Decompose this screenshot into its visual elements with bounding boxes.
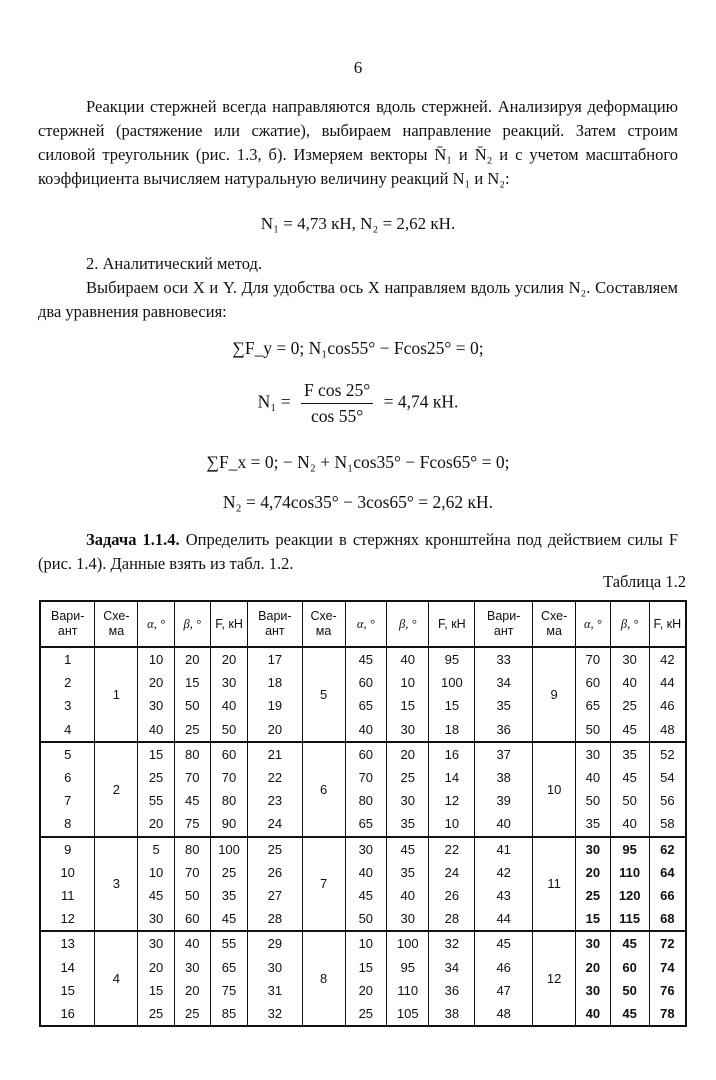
beta-cell: 115 xyxy=(610,907,649,931)
beta-cell: 40 xyxy=(610,812,649,836)
alpha-cell: 65 xyxy=(576,694,611,717)
force-cell: 42 xyxy=(649,647,686,671)
variant-cell: 16 xyxy=(40,1002,95,1026)
scheme-cell: 12 xyxy=(533,931,576,1026)
table-header-row xyxy=(40,601,686,647)
scheme-cell: 1 xyxy=(95,647,138,742)
table-row xyxy=(40,647,686,671)
variant-cell: 35 xyxy=(475,694,533,717)
scheme-cell: 2 xyxy=(95,742,138,837)
variant-cell: 18 xyxy=(248,671,302,694)
header-variant: Вари-ант xyxy=(248,601,302,647)
alpha-cell: 30 xyxy=(138,907,174,931)
beta-cell: 50 xyxy=(174,694,210,717)
variant-cell: 21 xyxy=(248,742,302,766)
paragraph-graphical-method: Реакции стержней всегда направляются вдоль стержней. Анализируя деформацию стержней (растяжение или сжатие), выбираем направление реакций. Затем строим силовой треугольник (рис. 1.3, б). Измеряем векторы N̄₁ и N̄₂ и с учетом масштабного коэффициента вычисляем натуральную величину реакций N₁ и N₂: xyxy=(38,97,678,188)
force-cell: 56 xyxy=(649,789,686,812)
force-cell: 22 xyxy=(429,837,475,861)
alpha-cell: 10 xyxy=(138,861,174,884)
table-row xyxy=(40,742,686,766)
variant-cell: 48 xyxy=(475,1002,533,1026)
table-row xyxy=(40,837,686,861)
alpha-cell: 25 xyxy=(345,1002,386,1026)
beta-cell: 25 xyxy=(174,718,210,742)
beta-cell: 30 xyxy=(387,907,429,931)
beta-cell: 45 xyxy=(174,789,210,812)
header-alpha: α, ° xyxy=(576,601,611,647)
force-cell: 44 xyxy=(649,671,686,694)
beta-cell: 95 xyxy=(610,837,649,861)
beta-cell: 25 xyxy=(174,1002,210,1026)
variant-cell: 10 xyxy=(40,861,95,884)
header-force: F, кН xyxy=(210,601,247,647)
beta-cell: 40 xyxy=(387,647,429,671)
header-alpha: α, ° xyxy=(138,601,174,647)
force-cell: 12 xyxy=(429,789,475,812)
variant-cell: 37 xyxy=(475,742,533,766)
equation-n1 xyxy=(0,380,716,427)
alpha-cell: 20 xyxy=(138,671,174,694)
header-scheme: Схе-ма xyxy=(533,601,576,647)
method-heading: 2. Аналитический метод. xyxy=(86,254,263,273)
variant-cell: 17 xyxy=(248,647,302,671)
force-cell: 34 xyxy=(429,955,475,978)
alpha-cell: 10 xyxy=(138,647,174,671)
variant-cell: 25 xyxy=(248,837,302,861)
variant-cell: 4 xyxy=(40,718,95,742)
force-cell: 26 xyxy=(429,884,475,907)
scheme-cell: 3 xyxy=(95,837,138,932)
alpha-cell: 40 xyxy=(345,861,386,884)
variant-cell: 28 xyxy=(248,907,302,931)
variant-cell: 6 xyxy=(40,766,95,789)
variant-cell: 1 xyxy=(40,647,95,671)
table-row xyxy=(40,931,686,955)
force-cell: 80 xyxy=(210,789,247,812)
force-cell: 95 xyxy=(429,647,475,671)
beta-cell: 60 xyxy=(610,955,649,978)
force-cell: 10 xyxy=(429,812,475,836)
force-cell: 28 xyxy=(429,907,475,931)
beta-cell: 30 xyxy=(387,718,429,742)
alpha-cell: 20 xyxy=(138,955,174,978)
variant-cell: 36 xyxy=(475,718,533,742)
variant-cell: 32 xyxy=(248,1002,302,1026)
alpha-cell: 15 xyxy=(345,955,386,978)
variant-cell: 40 xyxy=(475,812,533,836)
scheme-cell: 5 xyxy=(302,647,345,742)
page-number: 6 xyxy=(353,58,363,77)
beta-cell: 15 xyxy=(387,694,429,717)
variant-cell: 31 xyxy=(248,979,302,1002)
alpha-cell: 40 xyxy=(576,1002,611,1026)
table-body xyxy=(40,647,686,1026)
beta-cell: 105 xyxy=(387,1002,429,1026)
variant-cell: 22 xyxy=(248,766,302,789)
scheme-cell: 10 xyxy=(533,742,576,837)
beta-cell: 80 xyxy=(174,742,210,766)
force-cell: 50 xyxy=(210,718,247,742)
variant-cell: 5 xyxy=(40,742,95,766)
header-alpha: α, ° xyxy=(345,601,386,647)
variant-cell: 3 xyxy=(40,694,95,717)
result-equation: N₁ = 4,73 кН, N₂ = 2,62 кН. xyxy=(260,214,456,233)
header-scheme: Схе-ма xyxy=(95,601,138,647)
alpha-cell: 50 xyxy=(345,907,386,931)
header-beta: β, ° xyxy=(387,601,429,647)
force-cell: 70 xyxy=(210,766,247,789)
beta-cell: 30 xyxy=(174,955,210,978)
alpha-cell: 65 xyxy=(345,812,386,836)
variant-cell: 15 xyxy=(40,979,95,1002)
force-cell: 74 xyxy=(649,955,686,978)
alpha-cell: 40 xyxy=(576,766,611,789)
beta-cell: 110 xyxy=(610,861,649,884)
beta-cell: 80 xyxy=(174,837,210,861)
alpha-cell: 15 xyxy=(576,907,611,931)
force-cell: 90 xyxy=(210,812,247,836)
beta-cell: 25 xyxy=(387,766,429,789)
beta-cell: 15 xyxy=(174,671,210,694)
force-cell: 85 xyxy=(210,1002,247,1026)
force-cell: 35 xyxy=(210,884,247,907)
force-cell: 18 xyxy=(429,718,475,742)
force-cell: 100 xyxy=(210,837,247,861)
beta-cell: 45 xyxy=(610,1002,649,1026)
force-cell: 32 xyxy=(429,931,475,955)
variant-cell: 30 xyxy=(248,955,302,978)
paragraph-analytical-method: Выбираем оси X и Y. Для удобства ось X направляем вдоль усилия N₂. Составляем два уравнения равновесия: xyxy=(38,278,678,321)
alpha-cell: 40 xyxy=(345,718,386,742)
variant-cell: 26 xyxy=(248,861,302,884)
alpha-cell: 60 xyxy=(345,671,386,694)
force-cell: 64 xyxy=(649,861,686,884)
alpha-cell: 10 xyxy=(345,931,386,955)
equation-n1-fraction xyxy=(301,380,373,427)
force-cell: 72 xyxy=(649,931,686,955)
alpha-cell: 80 xyxy=(345,789,386,812)
scheme-cell: 6 xyxy=(302,742,345,837)
beta-cell: 40 xyxy=(610,671,649,694)
alpha-cell: 30 xyxy=(138,694,174,717)
equation-sum-fy: ∑F_y = 0; N₁cos55° − Fcos25° = 0; xyxy=(232,338,484,358)
force-cell: 55 xyxy=(210,931,247,955)
task-statement xyxy=(38,528,678,576)
variant-cell: 44 xyxy=(475,907,533,931)
beta-cell: 60 xyxy=(174,907,210,931)
variant-cell: 23 xyxy=(248,789,302,812)
header-variant: Вари-ант xyxy=(40,601,95,647)
alpha-cell: 55 xyxy=(138,789,174,812)
beta-cell: 40 xyxy=(387,884,429,907)
beta-cell: 20 xyxy=(387,742,429,766)
force-cell: 46 xyxy=(649,694,686,717)
beta-cell: 110 xyxy=(387,979,429,1002)
alpha-cell: 20 xyxy=(138,812,174,836)
alpha-cell: 60 xyxy=(576,671,611,694)
beta-cell: 70 xyxy=(174,861,210,884)
scheme-cell: 4 xyxy=(95,931,138,1026)
variant-cell: 7 xyxy=(40,789,95,812)
fraction-numerator: F cos 25° xyxy=(301,380,373,404)
variant-cell: 24 xyxy=(248,812,302,836)
alpha-cell: 5 xyxy=(138,837,174,861)
beta-cell: 45 xyxy=(610,766,649,789)
alpha-cell: 50 xyxy=(576,718,611,742)
variant-cell: 33 xyxy=(475,647,533,671)
table-caption: Таблица 1.2 xyxy=(603,572,686,591)
alpha-cell: 70 xyxy=(576,647,611,671)
alpha-cell: 15 xyxy=(138,742,174,766)
alpha-cell: 25 xyxy=(576,884,611,907)
alpha-cell: 70 xyxy=(345,766,386,789)
alpha-cell: 20 xyxy=(576,861,611,884)
force-cell: 75 xyxy=(210,979,247,1002)
beta-cell: 45 xyxy=(610,931,649,955)
beta-cell: 95 xyxy=(387,955,429,978)
scheme-cell: 9 xyxy=(533,647,576,742)
force-cell: 78 xyxy=(649,1002,686,1026)
scheme-cell: 7 xyxy=(302,837,345,932)
equation-sum-fx: ∑F_x = 0; − N₂ + N₁cos35° − Fcos65° = 0; xyxy=(206,452,510,472)
beta-cell: 30 xyxy=(387,789,429,812)
force-cell: 52 xyxy=(649,742,686,766)
variant-cell: 12 xyxy=(40,907,95,931)
force-cell: 62 xyxy=(649,837,686,861)
variant-cell: 9 xyxy=(40,837,95,861)
force-cell: 68 xyxy=(649,907,686,931)
header-force: F, кН xyxy=(429,601,475,647)
header-force: F, кН xyxy=(649,601,686,647)
task-text: Определить реакции в стержнях кронштейна под действием силы F (рис. 1.4). Данные взять из табл. 1.2. xyxy=(38,530,678,573)
variant-cell: 43 xyxy=(475,884,533,907)
scheme-cell: 11 xyxy=(533,837,576,932)
alpha-cell: 35 xyxy=(576,812,611,836)
alpha-cell: 20 xyxy=(345,979,386,1002)
data-table xyxy=(39,600,687,1027)
alpha-cell: 65 xyxy=(345,694,386,717)
force-cell: 15 xyxy=(429,694,475,717)
equation-n2: N₂ = 4,74cos35° − 3cos65° = 2,62 кН. xyxy=(222,492,494,512)
variant-cell: 39 xyxy=(475,789,533,812)
force-cell: 66 xyxy=(649,884,686,907)
variant-cell: 41 xyxy=(475,837,533,861)
beta-cell: 75 xyxy=(174,812,210,836)
variant-cell: 11 xyxy=(40,884,95,907)
variant-cell: 42 xyxy=(475,861,533,884)
alpha-cell: 30 xyxy=(576,979,611,1002)
alpha-cell: 30 xyxy=(345,837,386,861)
force-cell: 76 xyxy=(649,979,686,1002)
force-cell: 30 xyxy=(210,671,247,694)
variant-cell: 8 xyxy=(40,812,95,836)
fraction-denominator: cos 55° xyxy=(311,406,364,426)
force-cell: 24 xyxy=(429,861,475,884)
variant-cell: 29 xyxy=(248,931,302,955)
force-cell: 14 xyxy=(429,766,475,789)
alpha-cell: 45 xyxy=(345,647,386,671)
beta-cell: 20 xyxy=(174,979,210,1002)
beta-cell: 50 xyxy=(174,884,210,907)
force-cell: 20 xyxy=(210,647,247,671)
force-cell: 45 xyxy=(210,907,247,931)
beta-cell: 30 xyxy=(610,647,649,671)
beta-cell: 45 xyxy=(387,837,429,861)
force-cell: 100 xyxy=(429,671,475,694)
beta-cell: 20 xyxy=(174,647,210,671)
variant-cell: 19 xyxy=(248,694,302,717)
beta-cell: 70 xyxy=(174,766,210,789)
alpha-cell: 30 xyxy=(576,837,611,861)
beta-cell: 25 xyxy=(610,694,649,717)
alpha-cell: 30 xyxy=(576,742,611,766)
force-cell: 54 xyxy=(649,766,686,789)
force-cell: 58 xyxy=(649,812,686,836)
alpha-cell: 40 xyxy=(138,718,174,742)
header-variant: Вари-ант xyxy=(475,601,533,647)
variant-cell: 13 xyxy=(40,931,95,955)
beta-cell: 10 xyxy=(387,671,429,694)
variant-cell: 27 xyxy=(248,884,302,907)
header-scheme: Схе-ма xyxy=(302,601,345,647)
beta-cell: 100 xyxy=(387,931,429,955)
variant-cell: 2 xyxy=(40,671,95,694)
task-label: Задача 1.1.4. xyxy=(86,530,180,549)
beta-cell: 45 xyxy=(610,718,649,742)
alpha-cell: 25 xyxy=(138,1002,174,1026)
variant-cell: 20 xyxy=(248,718,302,742)
equation-n1-lhs: N₁ = xyxy=(257,391,291,412)
header-beta: β, ° xyxy=(610,601,649,647)
alpha-cell: 50 xyxy=(576,789,611,812)
beta-cell: 50 xyxy=(610,979,649,1002)
header-beta: β, ° xyxy=(174,601,210,647)
force-cell: 60 xyxy=(210,742,247,766)
alpha-cell: 30 xyxy=(138,931,174,955)
beta-cell: 35 xyxy=(610,742,649,766)
scheme-cell: 8 xyxy=(302,931,345,1026)
variant-cell: 46 xyxy=(475,955,533,978)
alpha-cell: 60 xyxy=(345,742,386,766)
force-cell: 25 xyxy=(210,861,247,884)
beta-cell: 40 xyxy=(174,931,210,955)
force-cell: 16 xyxy=(429,742,475,766)
alpha-cell: 45 xyxy=(138,884,174,907)
alpha-cell: 30 xyxy=(576,931,611,955)
variant-cell: 38 xyxy=(475,766,533,789)
force-cell: 40 xyxy=(210,694,247,717)
variant-cell: 14 xyxy=(40,955,95,978)
beta-cell: 50 xyxy=(610,789,649,812)
equation-n1-rhs: = 4,74 кН. xyxy=(383,391,459,412)
variant-cell: 34 xyxy=(475,671,533,694)
alpha-cell: 15 xyxy=(138,979,174,1002)
alpha-cell: 20 xyxy=(576,955,611,978)
beta-cell: 120 xyxy=(610,884,649,907)
force-cell: 36 xyxy=(429,979,475,1002)
force-cell: 48 xyxy=(649,718,686,742)
force-cell: 65 xyxy=(210,955,247,978)
beta-cell: 35 xyxy=(387,861,429,884)
beta-cell: 35 xyxy=(387,812,429,836)
variant-cell: 47 xyxy=(475,979,533,1002)
alpha-cell: 45 xyxy=(345,884,386,907)
alpha-cell: 25 xyxy=(138,766,174,789)
force-cell: 38 xyxy=(429,1002,475,1026)
variant-cell: 45 xyxy=(475,931,533,955)
